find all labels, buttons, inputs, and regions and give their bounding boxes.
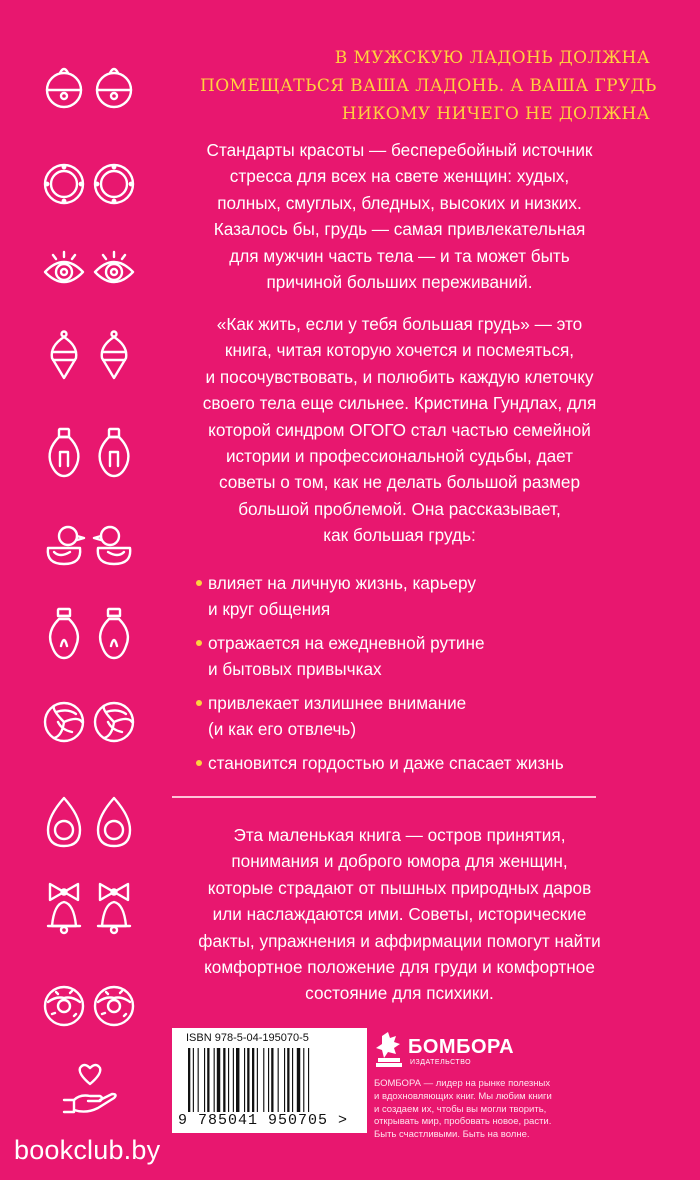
- duck-icon: [42, 518, 86, 574]
- barcode-bar: [193, 1048, 194, 1112]
- paragraph-summary: [172, 822, 627, 1007]
- publisher-description-line: Быть счастливыми. Быть на волне.: [374, 1129, 530, 1141]
- bullet-list: [196, 570, 626, 784]
- barcode-bar: [252, 1048, 254, 1112]
- barcode-bar: [287, 1048, 289, 1112]
- ornament-icon-pair: [40, 328, 140, 388]
- paragraph-intro: [172, 137, 627, 295]
- donut-icon-pair: [40, 978, 140, 1038]
- paragraph-line: состояние для психики.: [305, 983, 494, 1004]
- barcode-bar: [236, 1048, 239, 1112]
- paragraph-line: понимания и доброго юмора для женщин,: [231, 851, 568, 872]
- bullet-dot: [196, 640, 202, 646]
- paragraph-line: своего тела еще сильнее. Кристина Гундлах, для: [202, 393, 597, 414]
- barcode-bar: [207, 1048, 209, 1112]
- barcode-bar: [308, 1048, 309, 1112]
- porthole-icon: [42, 156, 86, 212]
- barcode-bar: [188, 1048, 190, 1112]
- list-item-text: и бытовых привычках: [208, 659, 382, 679]
- bullet-dot: [196, 580, 202, 586]
- paragraph-line: которой синдром ОГОГО стал частью семейной: [208, 419, 591, 440]
- heart-hand-icon-row: [40, 1060, 140, 1120]
- list-item-text: становится гордостью и даже спасает жизнь: [208, 753, 564, 773]
- paragraph-line: Казалось бы, грудь — самая привлекательная: [213, 219, 586, 240]
- bell-icon: [92, 60, 136, 116]
- headline-line: В МУЖСКУЮ ЛАДОНЬ ДОЛЖНА: [334, 48, 650, 68]
- paragraph-line: книга, читая которую хочется и посмеяться,: [224, 340, 575, 361]
- paragraph-line: Эта маленькая книга — остров принятия,: [233, 825, 566, 845]
- paragraph-line: большой проблемой. Она рассказывает,: [238, 498, 561, 519]
- paragraph-line: комфортное положение для груди и комфортное: [204, 957, 595, 978]
- ornament-icon: [42, 328, 86, 384]
- list-item-text: и круг общения: [208, 599, 331, 619]
- donut-icon: [42, 978, 86, 1034]
- publisher-logo-icon: [374, 1030, 408, 1068]
- list-item-text: отражается на ежедневной рутине: [208, 633, 485, 653]
- isbn-text: ISBN 978-5-04-195070-5: [186, 1032, 309, 1044]
- publisher-description-line: открывать мир, пробовать новое, расти.: [374, 1116, 552, 1128]
- headline: [200, 44, 657, 128]
- paragraph-line: факты, упражнения и аффирмации помогут найти: [198, 930, 601, 951]
- barcode-bar: [223, 1048, 225, 1112]
- heart-hand-icon: [60, 1060, 120, 1116]
- site-watermark: bookclub.by: [14, 1135, 161, 1165]
- barcode-bar: [278, 1048, 279, 1112]
- duck-icon-pair: [40, 518, 140, 578]
- paragraph-line: или наслаждаются ими. Советы, исторические: [212, 904, 587, 925]
- bow-bell-icon-pair: [40, 880, 140, 940]
- list-item-text: привлекает излишнее внимание: [208, 693, 467, 713]
- barcode-bar: [244, 1048, 245, 1112]
- duck-icon: [92, 518, 136, 574]
- bell-icon: [42, 60, 86, 116]
- list-item: [196, 630, 626, 682]
- eye-icon: [92, 244, 136, 300]
- bullet-dot: [196, 700, 202, 706]
- paragraph-line: полных, смуглых, бледных, высоких и низких.: [217, 192, 582, 213]
- barcode-bar: [268, 1048, 269, 1112]
- publisher-description-line: БОМБОРА — лидер на рынке полезных: [374, 1078, 551, 1089]
- paragraph-book: [172, 311, 627, 549]
- divider: [172, 796, 596, 798]
- publisher-description-line: и создаем их, чтобы вы могли творить,: [374, 1103, 547, 1115]
- eye-icon: [42, 244, 86, 300]
- headline-line: ПОМЕЩАТЬСЯ ВАША ЛАДОНЬ. А ВАША ГРУДЬ: [200, 76, 657, 96]
- porthole-icon: [92, 156, 136, 212]
- barcode-bar: [257, 1048, 258, 1112]
- barcode-block: [172, 1028, 367, 1133]
- porthole-icon-pair: [40, 156, 140, 216]
- bulb-lamp-icon-pair: [40, 606, 140, 666]
- barcode-bar: [263, 1048, 264, 1112]
- lightbulb-icon: [42, 426, 86, 482]
- publisher-description-line: и вдохновляющих книг. Мы любим книги: [374, 1090, 552, 1102]
- paragraph-line: для мужчин часть тела — и та может быть: [229, 245, 570, 266]
- barcode-bar: [214, 1048, 215, 1112]
- barcode-bar: [271, 1048, 273, 1112]
- egg-icon: [92, 794, 136, 850]
- paragraph-line: Стандарты красоты — бесперебойный источник: [206, 140, 593, 160]
- bow-bell-icon: [92, 880, 136, 936]
- list-item-text: влияет на личную жизнь, карьеру: [208, 573, 476, 593]
- paragraph-line: как большая грудь:: [323, 525, 476, 546]
- list-item: [196, 750, 626, 776]
- eye-icon-pair: [40, 244, 140, 304]
- publisher-subtitle: ИЗДАТЕЛЬСТВО: [410, 1059, 472, 1066]
- barcode-bar: [247, 1048, 249, 1112]
- egg-icon: [42, 794, 86, 850]
- barcode-bar: [303, 1048, 304, 1112]
- lightbulb-icon: [92, 426, 136, 482]
- lightbulb-icon-pair: [40, 426, 140, 486]
- paragraph-line: причиной больших переживаний.: [266, 272, 533, 293]
- bulb-lamp-icon: [42, 606, 86, 662]
- publisher-description: [374, 1078, 589, 1142]
- barcode-bar: [292, 1048, 293, 1112]
- barcode-bar: [284, 1048, 285, 1112]
- paragraph-line: которые страдают от пышных природных даров: [207, 877, 592, 898]
- egg-icon-pair: [40, 794, 140, 854]
- donut-icon: [92, 978, 136, 1034]
- barcode-bar: [204, 1048, 205, 1112]
- bow-bell-icon: [42, 880, 86, 936]
- list-item: [196, 690, 626, 742]
- barcode-bar: [297, 1048, 300, 1112]
- paragraph-line: советы о том, как не делать большой размер: [218, 472, 581, 493]
- paragraph-line: «Как жить, если у тебя большая грудь» — это: [216, 314, 583, 334]
- bulb-lamp-icon: [92, 606, 136, 662]
- volleyball-icon: [92, 694, 136, 750]
- publisher-name: БОМБОРА: [408, 1036, 515, 1058]
- barcode-digits: 9 785041 950705 >: [178, 1112, 349, 1129]
- ornament-icon: [92, 328, 136, 384]
- list-item-text: (и как его отвлечь): [208, 719, 357, 739]
- barcode-bar: [198, 1048, 199, 1112]
- barcode-bar: [228, 1048, 229, 1112]
- paragraph-line: и посочувствовать, и полюбить каждую клеточку: [205, 366, 594, 387]
- volleyball-icon: [42, 694, 86, 750]
- headline-line: НИКОМУ НИЧЕГО НЕ ДОЛЖНА: [341, 104, 650, 124]
- list-item: [196, 570, 626, 622]
- barcode-bar: [233, 1048, 234, 1112]
- bullet-dot: [196, 760, 202, 766]
- volleyball-icon-pair: [40, 694, 140, 754]
- paragraph-line: стресса для всех на свете женщин: худых,: [229, 166, 570, 187]
- bell-icon-pair: [40, 60, 140, 120]
- barcode-image: [188, 1048, 358, 1112]
- barcode-bar: [217, 1048, 220, 1112]
- paragraph-line: истории и профессиональной судьбы, дает: [225, 446, 574, 467]
